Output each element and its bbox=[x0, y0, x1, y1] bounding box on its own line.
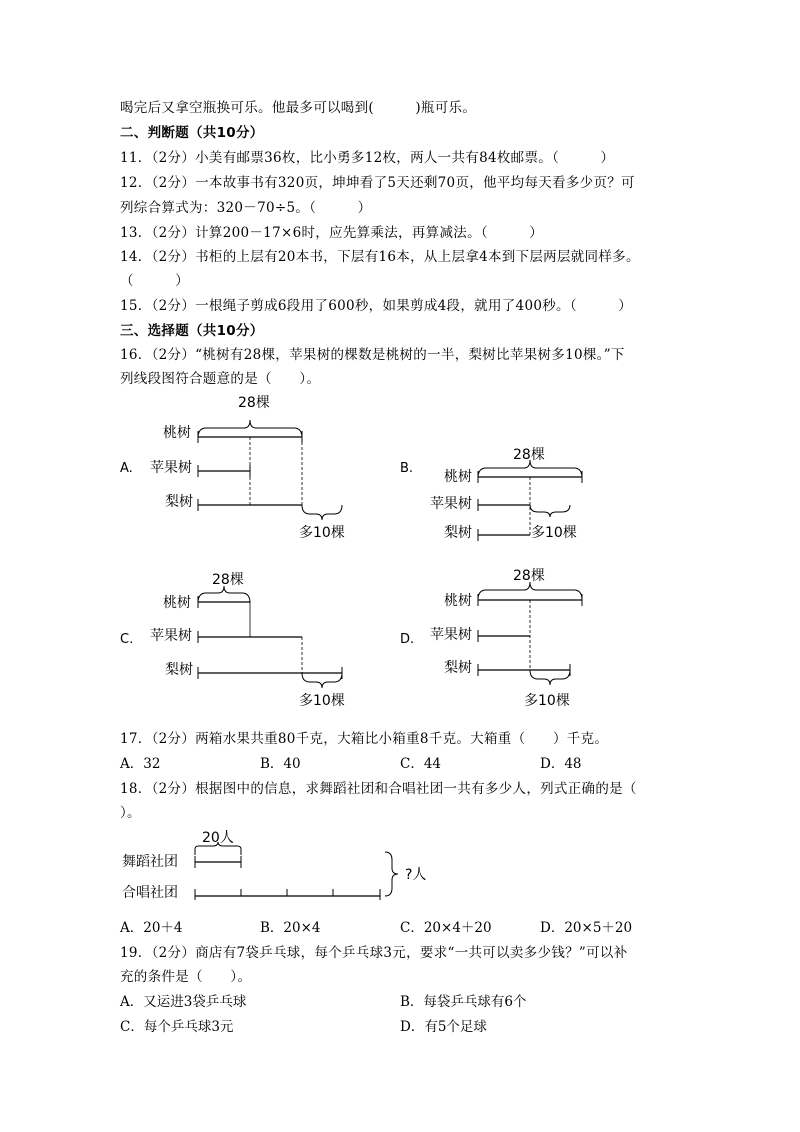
question-17-stem: 17．（2分）两箱水果共重80千克，大箱比小箱重8千克。大箱重（ ）千克。 bbox=[120, 731, 609, 747]
question-18-line-2: ）。 bbox=[120, 805, 141, 821]
q17-option-c: C．44 bbox=[400, 756, 442, 772]
option-d-label: D. bbox=[400, 632, 415, 647]
q18-count-label: 20人 bbox=[202, 830, 234, 846]
b-pear-label: 梨树 bbox=[444, 525, 472, 541]
c-pear-label: 梨树 bbox=[165, 662, 193, 678]
c-more-label: 多10棵 bbox=[299, 693, 345, 709]
q19-option-a: A．又运进3袋乒乓球 bbox=[120, 994, 247, 1010]
c-total-label: 28棵 bbox=[212, 572, 244, 588]
question-18-line-1: 18．（2分）根据图中的信息，求舞蹈社团和合唱社团一共有多少人，列式正确的是（ bbox=[120, 781, 637, 797]
question-16-line-1: 16．（2分）“桃树有28棵，苹果树的棵数是桃树的一半，梨树比苹果树多10棵。”下 bbox=[120, 347, 625, 363]
question-14-line-2: （ ） bbox=[120, 273, 189, 289]
question-16-line-2: 列线段图符合题意的是（ ）。 bbox=[120, 371, 321, 387]
q17-option-b: B．40 bbox=[260, 756, 301, 772]
q17-option-a: A．32 bbox=[120, 756, 161, 772]
q17-option-d: D．48 bbox=[540, 756, 582, 772]
d-more-label: 多10棵 bbox=[524, 693, 570, 709]
section-2-heading: 二、判断题（共10分） bbox=[120, 125, 264, 141]
d-pear-label: 梨树 bbox=[444, 660, 472, 676]
q18-option-d: D．20×5＋20 bbox=[540, 920, 633, 936]
d-apple-label: 苹果树 bbox=[430, 627, 472, 643]
q18-choir-label: 合唱社团 bbox=[122, 885, 178, 901]
q18-question-label: ?人 bbox=[405, 867, 427, 883]
option-b-label: B. bbox=[400, 461, 414, 476]
a-pear-label: 梨树 bbox=[165, 494, 193, 510]
option-a-label: A. bbox=[120, 461, 133, 476]
d-total-label: 28棵 bbox=[513, 568, 545, 584]
question-11: 11．（2分）小美有邮票36枚，比小勇多12枚，两人一共有84枚邮票。（ ） bbox=[120, 150, 615, 166]
question-19-line-2: 充的条件是（ ）。 bbox=[120, 969, 252, 985]
question-12-line-2: 列综合算式为：320－70÷5。（ ） bbox=[120, 200, 372, 216]
section-3-heading: 三、选择题（共10分） bbox=[120, 323, 264, 339]
b-total-label: 28棵 bbox=[513, 447, 545, 463]
q18-option-b: B．20×4 bbox=[260, 920, 321, 936]
q19-option-b: B．每袋乒乓球有6个 bbox=[400, 994, 527, 1010]
c-apple-label: 苹果树 bbox=[150, 628, 192, 644]
q19-option-c: C．每个乒乓球3元 bbox=[120, 1019, 234, 1035]
q18-option-c: C．20×4＋20 bbox=[400, 920, 492, 936]
question-13: 13．（2分）计算200－17×6时，应先算乘法，再算减法。（ ） bbox=[120, 225, 544, 241]
d-peach-label: 桃树 bbox=[444, 593, 472, 609]
a-total-label: 28棵 bbox=[238, 395, 270, 411]
b-apple-label: 苹果树 bbox=[430, 496, 472, 512]
q19-option-d: D．有5个足球 bbox=[400, 1019, 487, 1035]
question-12-line-1: 12．（2分）一本故事书有320页，坤坤看了5天还剩70页，他平均每天看多少页？可 bbox=[120, 175, 635, 191]
question-15: 15．（2分）一根绳子剪成6段用了600秒，如果剪成4段，就用了400秒。（ ） bbox=[120, 298, 633, 314]
a-apple-label: 苹果树 bbox=[150, 460, 192, 476]
q18-dance-label: 舞蹈社团 bbox=[122, 854, 178, 870]
q18-option-a: A．20＋4 bbox=[120, 920, 183, 936]
q18-total-brace bbox=[385, 852, 398, 896]
b-peach-label: 桃树 bbox=[444, 469, 472, 485]
prev-question-tail: 喝完后又拿空瓶换可乐。他最多可以喝到( )瓶可乐。 bbox=[120, 100, 477, 116]
c-peach-label: 桃树 bbox=[163, 595, 191, 611]
a-peach-label: 桃树 bbox=[163, 425, 191, 441]
b-more-label: 多10棵 bbox=[531, 525, 577, 541]
option-c-label: C. bbox=[120, 632, 134, 647]
question-14-line-1: 14．（2分）书柜的上层有20本书，下层有16本，从上层拿4本到下层两层就同样多。 bbox=[120, 249, 640, 265]
question-19-line-1: 19．（2分）商店有7袋乒乓球，每个乒乓球3元，要求“一共可以卖多少钱？”可以补 bbox=[120, 945, 628, 961]
a-more-label: 多10棵 bbox=[299, 525, 345, 541]
